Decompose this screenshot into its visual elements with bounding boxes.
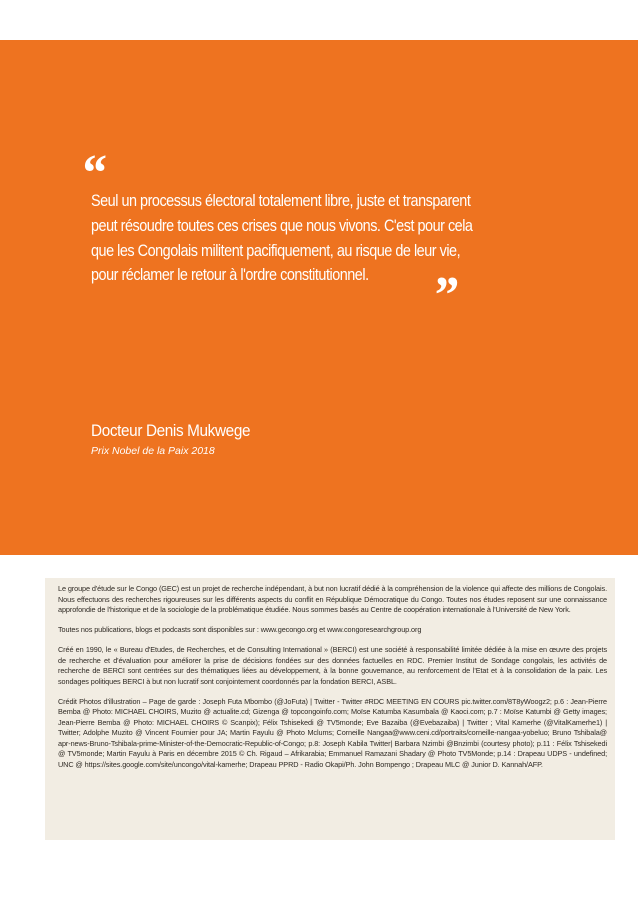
- berci-description: Créé en 1990, le « Bureau d'Etudes, de Recherches, et de Consulting International » (BERCI) est une société à responsabilité limitée dédiée à la mise en œuvre des projets de recherche et d'évaluation pour améliorer la prise de décisions fondées sur des données factuelles en RDC. Premier Institut de Sondage congolais, les activités de recherche de BERCI sont centrées sur des thématiques liées au développement, à la bonne gouvernance, au renforcement de l'Etat et à la consolidation de la paix. Les sondages politiques BERCI à but non lucratif sont conjointement coordonnés par la fondation BERCI, ASBL.: [58, 645, 607, 686]
- quote-text: Seul un processus électoral totalement libre, juste et transparent peut résoudre toutes ces crises que nous vivons. C'est pour cela que les Congolais militent pacifiquement, au risque de leur vie, pour réclamer le retour à l'ordre constitutionnel.: [91, 192, 473, 285]
- quote-author-name: Docteur Denis Mukwege: [91, 421, 251, 440]
- info-box: [45, 578, 615, 840]
- close-quote-mark: ”: [432, 267, 458, 324]
- gec-description: Le groupe d'étude sur le Congo (GEC) est un projet de recherche indépendant, à but non lucratif dédié à la compréhension de la violence qui affecte des millions de Congolais. Nous effectuons des recherches rigoureuses sur les différents aspects du conflit en République Démocratique du Congo. Toutes nos études reposent sur une connaissance approfondie de l'historique et de la sociologie de la problématique étudiée. Nous sommes basés au Centre de coopération internationale à l'Université de New York.: [58, 584, 607, 614]
- quote-author-title: Prix Nobel de la Paix 2018: [91, 445, 215, 457]
- photo-credits: Crédit Photos d'illustration – Page de garde : Joseph Futa Mbombo (@JoFuta) | Twitter - Twitter #RDC MEETING EN COURS pic.twitter.com/8T8yWoogz2; p.6 : Jean-Pierre Bemba @ Photo: MICHAEL CHOIRS, Muzito @ actualite.cd; Gizenga @ topcongoinfo.com; Moïse Katumba Kasumbala @ Kaoci.com; p.7 : Moïse Katumbi @ Getty images; Jean-Pierre Bemba @ Photo: MICHAEL CHOIRS © Scanpix); Félix Tshisekedi @ TV5monde; Eve Bazaiba (@Evebazaiba) | Twitter ; Vital Kamerhe (@VitalKamerhe1) | Twitter; Adolphe Muzito @ Vincent Fournier pour JA; Martin Fayulu @ Photo Mclums; Corneille Nangaa@www.ceni.cd/portraits/corneille-nangaa-yobeluo; Bruno Tshibala@ apr-news-Bruno-Tshibala-prime-Minister-of-the-Democratic-Republic-of-Congo; p.8: Joseph Kabila Twitter| Barbara Nzimbi @Bnzimbi (courtesy photo); p.11 : Félix Tshisekedi @ TV5monde; Martin Fayulu à Paris en décembre 2015 © Ch. Rigaud – Afrikarabia; Emmanuel Ramazani Shadary @ Photo TV5Monde; p.14 : Drapeau UDPS - undefined; UNC @ https://sites.google.com/site/uncongo/vital-kamerhe; Drapeau PPRD - Radio Okapi/Ph. John Bompengo ; Drapeau MLC @ Junior D. Kannah/AFP.: [58, 696, 607, 769]
- quote-panel: [0, 40, 638, 555]
- publications-note: Toutes nos publications, blogs et podcasts sont disponibles sur : www.gecongo.org et www.congoresearchgroup.org: [58, 625, 422, 634]
- open-quote-mark: “: [80, 145, 106, 202]
